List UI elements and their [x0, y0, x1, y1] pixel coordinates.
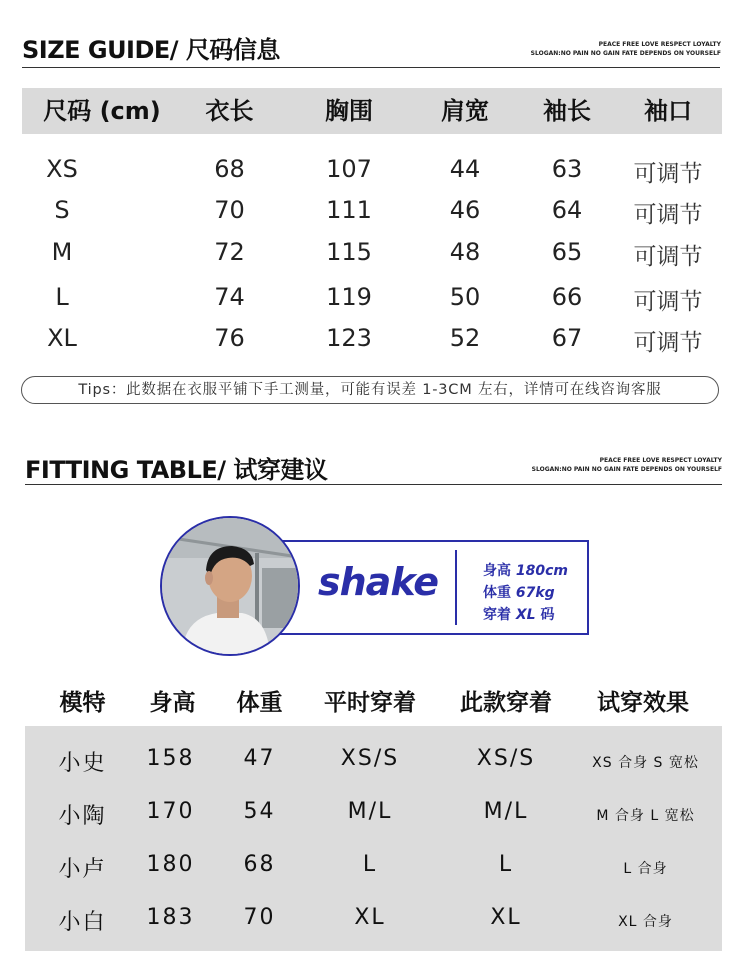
size-cell: S — [54, 196, 70, 224]
model-weight-label: 体重 — [483, 585, 511, 601]
header-length: 衣长 — [205, 97, 254, 125]
header-fit-result: 试穿效果 — [597, 690, 689, 716]
header-chest: 胸围 — [325, 97, 373, 125]
shoulder-cell: 48 — [449, 238, 481, 266]
measurement-tips: Tips：此数据在衣服平铺下手工测量，可能有误差 1-3CM 左右，详情可在线咨询客服 — [21, 376, 719, 404]
size-row — [22, 283, 722, 313]
size-table-header — [22, 88, 722, 134]
slogan-line-2: SLOGAN:NO PAIN NO GAIN FATE DEPENDS ON YOURSELF — [530, 50, 721, 57]
header-model: 模特 — [59, 690, 106, 716]
slogan-line-1: PEACE FREE LOVE RESPECT LOYALTY — [599, 457, 722, 464]
cuff-cell: 可调节 — [633, 289, 703, 315]
chest-cell: 119 — [326, 283, 372, 311]
model-wears-suffix: 码 — [540, 607, 555, 623]
model-wears-value: XL — [515, 607, 536, 623]
size-cell: XL — [47, 324, 77, 352]
this-size-cell: XL — [490, 905, 522, 930]
height-cell: 158 — [146, 746, 195, 771]
slogan-line-1: PEACE FREE LOVE RESPECT LOYALTY — [598, 41, 721, 48]
model-cell: 小白 — [58, 910, 107, 935]
weight-cell: 54 — [243, 799, 276, 824]
usual-size-cell: M/L — [347, 799, 393, 824]
height-cell: 170 — [146, 799, 195, 824]
header-shoulder: 肩宽 — [441, 97, 489, 125]
shoulder-cell: 52 — [449, 324, 481, 352]
fit-result-cell: M 合身 L 宽松 — [596, 808, 695, 824]
size-row — [22, 238, 722, 268]
header-usual-size: 平时穿着 — [324, 690, 416, 716]
weight-cell: 68 — [243, 852, 276, 877]
person-photo-icon — [162, 518, 298, 654]
model-cell: 小陶 — [58, 804, 107, 829]
model-name: shake — [318, 560, 439, 604]
fit-result-cell: XL 合身 — [618, 914, 673, 930]
header-size: 尺码 (cm) — [43, 97, 161, 125]
model-photo — [160, 516, 300, 656]
fitting-table-slogan — [532, 456, 722, 474]
size-cell: M — [51, 238, 73, 266]
header-this-size: 此款穿着 — [460, 690, 552, 716]
model-wears — [483, 604, 554, 624]
sleeve-cell: 63 — [551, 155, 583, 183]
model-height — [483, 560, 568, 580]
sleeve-cell: 65 — [551, 238, 583, 266]
weight-cell: 47 — [243, 746, 276, 771]
length-cell: 76 — [214, 324, 245, 352]
length-cell: 70 — [214, 196, 245, 224]
weight-cell: 70 — [243, 905, 276, 930]
chest-cell: 115 — [326, 238, 372, 266]
header-cuff: 袖口 — [644, 97, 692, 125]
cuff-cell: 可调节 — [633, 244, 703, 270]
chest-cell: 123 — [326, 324, 372, 352]
header-sleeve: 袖长 — [543, 97, 591, 125]
length-cell: 72 — [214, 238, 245, 266]
fit-result-cell: L 合身 — [623, 861, 668, 877]
header-weight: 体重 — [236, 690, 283, 716]
size-row — [22, 155, 722, 185]
size-cell: L — [55, 283, 69, 311]
size-guide-slogan — [531, 40, 721, 58]
cuff-cell: 可调节 — [633, 330, 703, 356]
cuff-cell: 可调节 — [633, 202, 703, 228]
size-guide-divider — [22, 67, 720, 68]
size-cell: XS — [46, 155, 78, 183]
sleeve-cell: 67 — [551, 324, 583, 352]
length-cell: 74 — [214, 283, 245, 311]
sleeve-cell: 64 — [551, 196, 583, 224]
shoulder-cell: 44 — [449, 155, 481, 183]
model-height-value: 180cm — [515, 563, 568, 579]
usual-size-cell: XS/S — [340, 746, 400, 771]
height-cell: 183 — [146, 905, 195, 930]
model-cell: 小卢 — [58, 857, 107, 882]
model-card-divider — [455, 550, 457, 625]
usual-size-cell: XL — [354, 905, 386, 930]
model-weight — [483, 582, 555, 602]
sleeve-cell: 66 — [551, 283, 583, 311]
this-size-cell: XS/S — [476, 746, 536, 771]
chest-cell: 111 — [326, 196, 372, 224]
slogan-line-2: SLOGAN:NO PAIN NO GAIN FATE DEPENDS ON YOURSELF — [531, 466, 722, 473]
size-row — [22, 196, 722, 226]
length-cell: 68 — [214, 155, 245, 183]
model-weight-value: 67kg — [515, 585, 555, 601]
model-cell: 小史 — [58, 751, 107, 776]
this-size-cell: M/L — [483, 799, 529, 824]
model-wears-label: 穿着 — [483, 607, 511, 623]
size-guide-title: SIZE GUIDE/ 尺码信息 — [22, 36, 280, 64]
height-cell: 180 — [146, 852, 195, 877]
header-height: 身高 — [149, 690, 196, 716]
shoulder-cell: 46 — [449, 196, 481, 224]
cuff-cell: 可调节 — [633, 161, 703, 187]
fitting-table-title: FITTING TABLE/ 试穿建议 — [25, 456, 328, 484]
model-height-label: 身高 — [483, 563, 511, 579]
fitting-table-divider — [25, 484, 722, 485]
size-row — [22, 324, 722, 354]
shoulder-cell: 50 — [449, 283, 481, 311]
fit-result-cell: XS 合身 S 宽松 — [592, 755, 699, 771]
usual-size-cell: L — [362, 852, 378, 877]
this-size-cell: L — [498, 852, 514, 877]
chest-cell: 107 — [326, 155, 372, 183]
